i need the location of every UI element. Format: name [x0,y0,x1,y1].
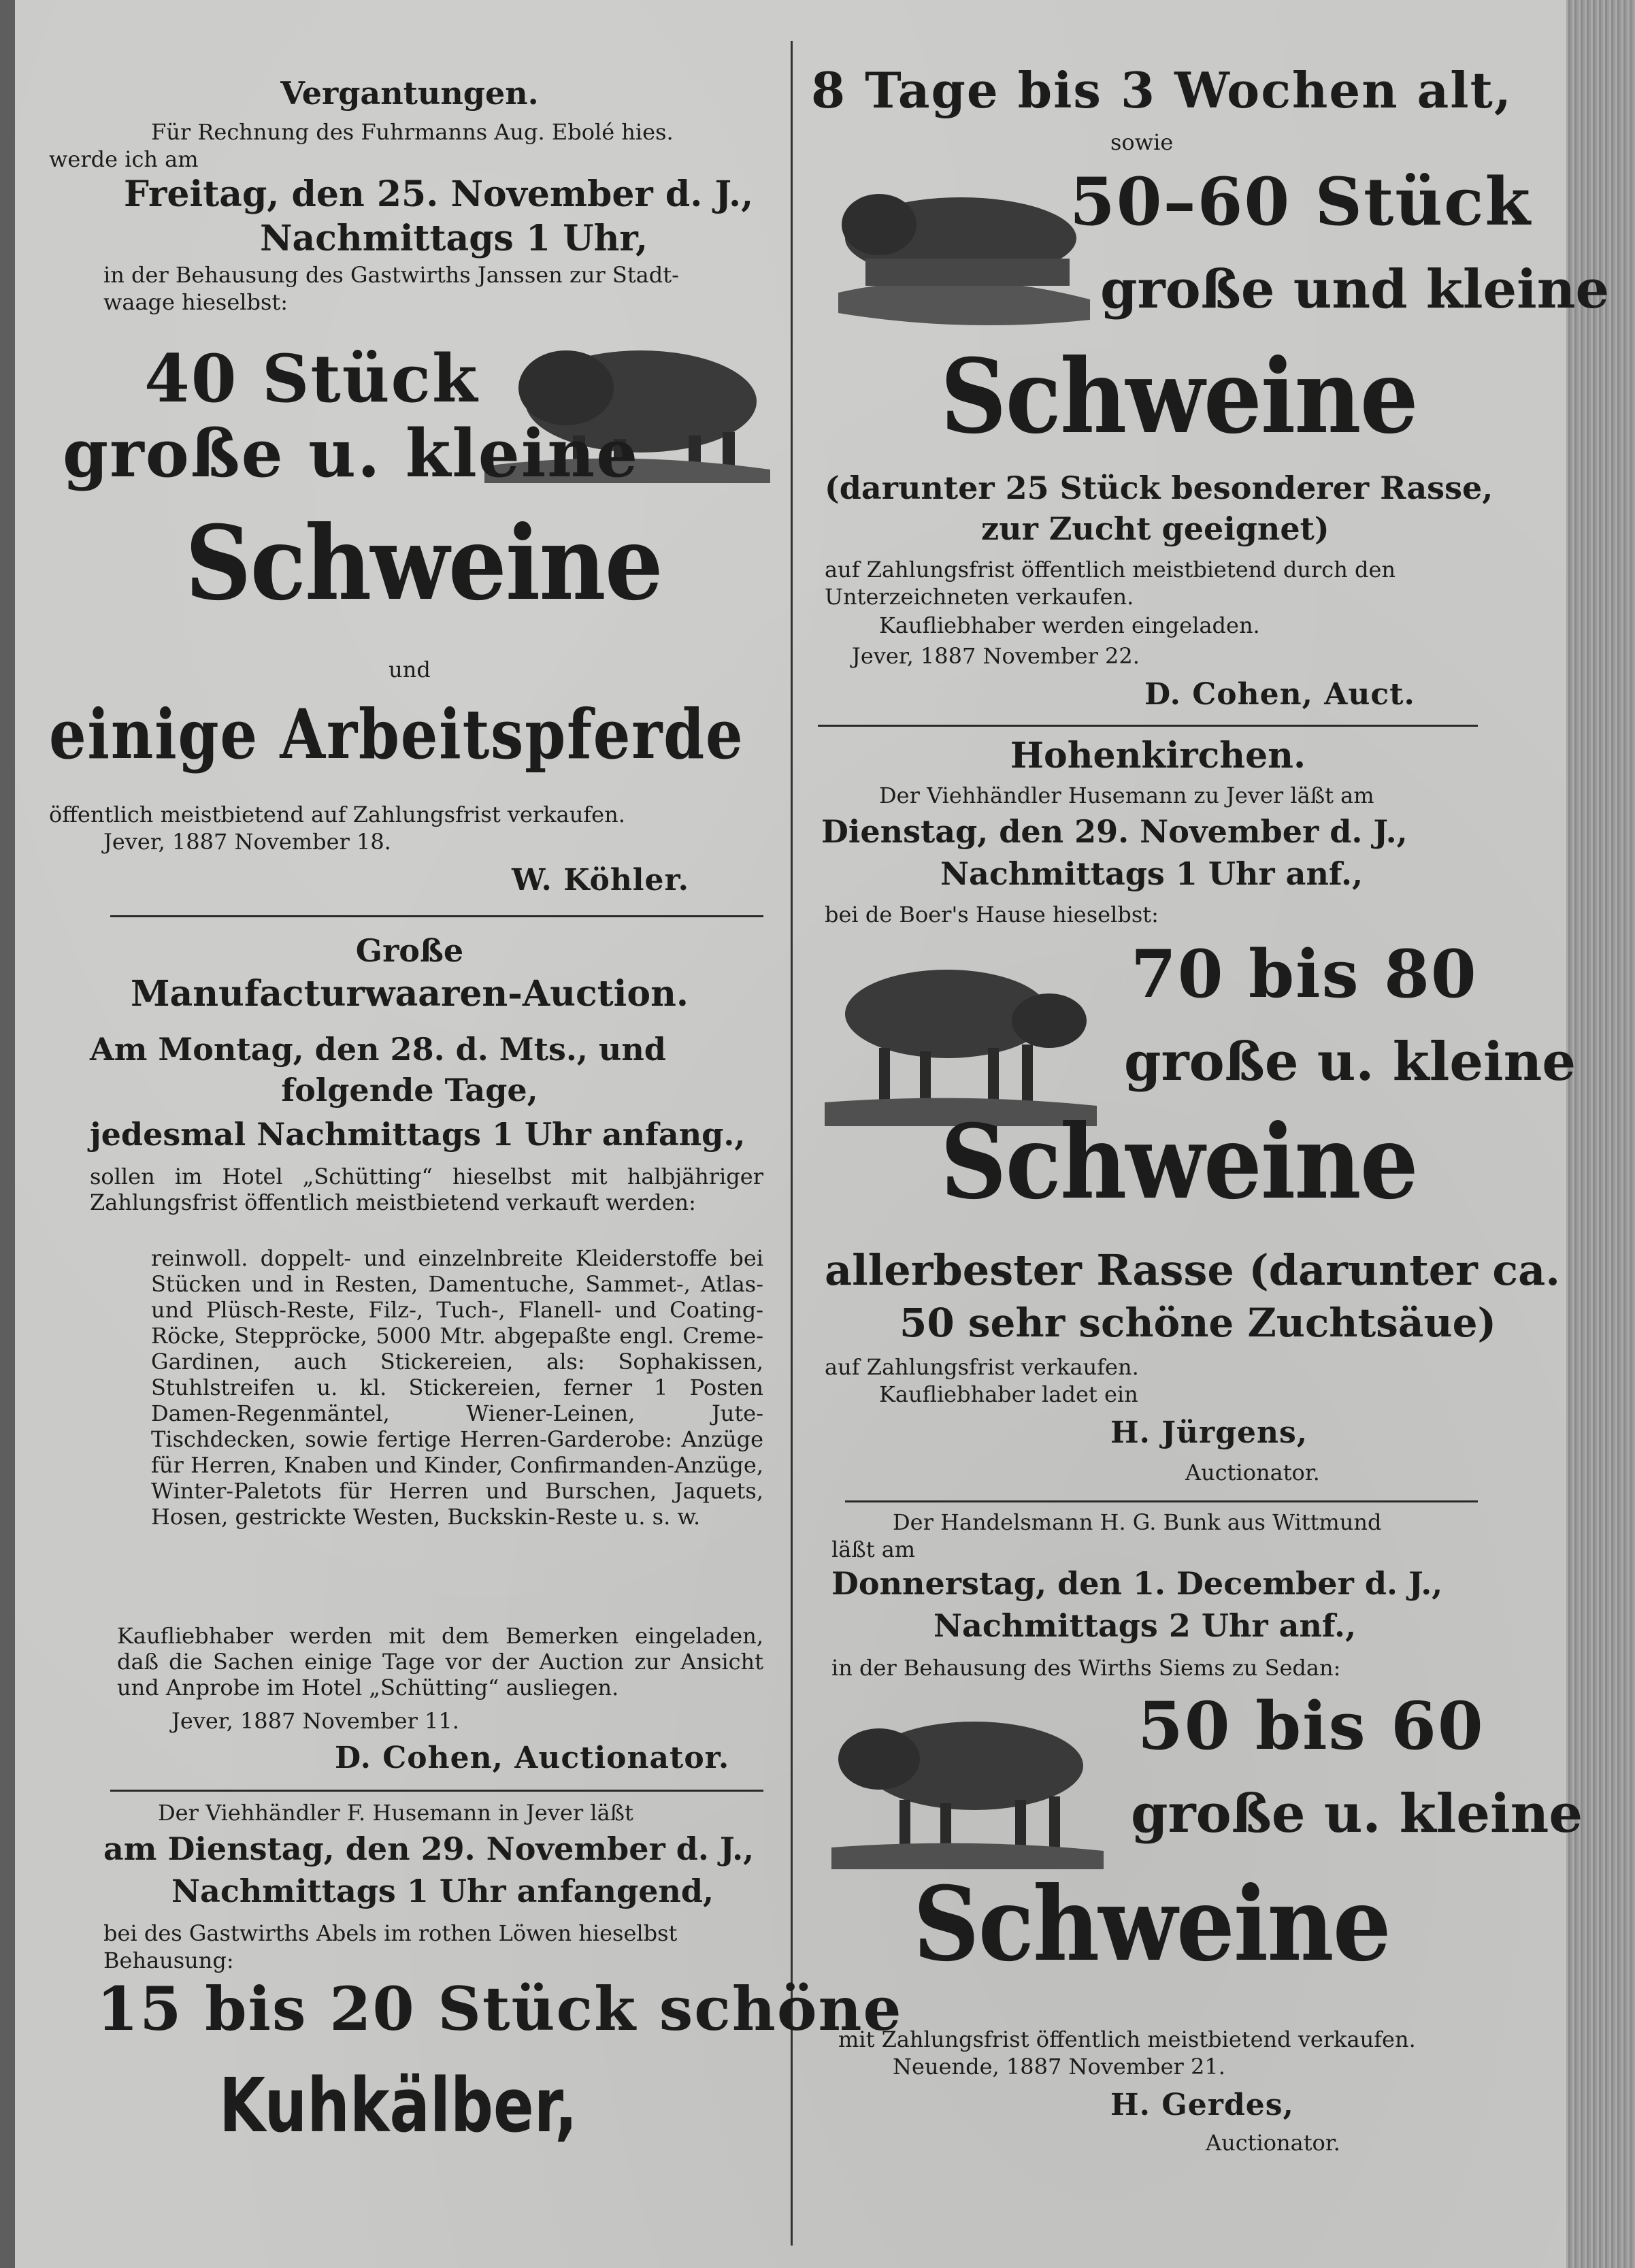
ad-text: werde ich am [49,146,199,172]
ad-time: Nachmittags 1 Uhr anf., [940,855,1364,892]
pig-illustration [831,1691,1104,1875]
ad-signature: W. Köhler. [512,863,689,898]
ad-quantity: 40 Stück [144,340,479,417]
ad-signature: D. Cohen, Auctionator. [335,1741,730,1775]
ad-text: in der Behausung des Gastwirths Janssen zur Stadt- [103,262,679,288]
left-column [49,0,903,2268]
ad-item: Kuhkälber, [219,2062,578,2149]
ad-quantity: 50 bis 60 [1138,1688,1485,1764]
ad-text: Behausung: [103,1947,234,1973]
ad-signature: H. Gerdes, [1110,2088,1294,2122]
ad-text: Der Viehhändler F. Husemann in Jever läßt [158,1800,633,1826]
ad-text: und [389,657,431,683]
ad-text: Für Rechnung des Fuhrmanns Aug. Ebolé hies. [151,119,674,145]
pig-illustration [825,177,1097,333]
ad-size: große u. kleine [63,415,640,492]
ad-quantity: 50–60 Stück [1070,163,1532,240]
ad-text: Kaufliebhaber werden eingeladen. [879,612,1260,638]
ad-role: Auctionator. [1206,2130,1340,2156]
ad-dateline: Jever, 1887 November 22. [852,643,1140,669]
ad-size: große und kleine [1100,259,1610,321]
ad-size: große u. kleine [1124,1031,1576,1093]
newspaper-page [15,0,1610,2268]
ad-size: große u. kleine [1131,1783,1583,1845]
ad-dateline: Neuende, 1887 November 21. [893,2054,1225,2080]
page-stack-edge [1566,0,1635,2268]
ad-item: Schweine [913,1864,1390,1984]
ad-date: am Dienstag, den 29. November d. J., [103,1830,755,1867]
ad-text: Kaufliebhaber ladet ein [879,1381,1138,1407]
ad-time: jedesmal Nachmittags 1 Uhr anfang., [90,1116,746,1153]
ad-text: allerbester Rasse (darunter ca. [825,1245,1560,1295]
right-column [811,0,1610,2268]
ad-heading: Hohenkirchen. [1010,735,1306,776]
ad-text: bei de Boer's Hause hieselbst: [825,902,1159,927]
ad-signature: D. Cohen, Auct. [1144,677,1415,712]
ad-heading: Manufacturwaaren-Auction. [130,973,689,1015]
ad-text: sollen im Hotel „Schütting“ hieselbst mit halbjähriger Zahlungsfrist öffentlich meistbietend verkauft werden: [90,1164,763,1215]
ad-text: läßt am [831,1536,916,1562]
ad-text: Kaufliebhaber werden mit dem Bemerken eingeladen, daß die Sachen einige Tage vor der Auction zur Ansicht und Anprobe im Hotel „Schütting“ ausliegen. [117,1623,763,1700]
ad-role: Auctionator. [1185,1460,1320,1485]
ad-time: Nachmittags 2 Uhr anf., [934,1607,1357,1644]
ad-text: mit Zahlungsfrist öffentlich meistbietend verkaufen. [838,2026,1416,2052]
column-divider [791,41,793,2246]
ad-separator [110,1790,763,1792]
ad-heading: Große [355,932,464,969]
ad-separator [110,915,763,917]
ad-date: Am Montag, den 28. d. Mts., und [90,1031,666,1068]
ad-dateline: Jever, 1887 November 11. [171,1708,459,1734]
ad-text: in der Behausung des Wirths Siems zu Sedan: [831,1655,1341,1681]
ad-quantity: 15 bis 20 Stück schöne [97,1973,903,2044]
ad-date: Dienstag, den 29. November d. J., [821,813,1408,850]
ad-text: Der Viehhändler Husemann zu Jever läßt am [879,783,1374,808]
ad-text: Der Handelsmann H. G. Bunk aus Wittmund [893,1509,1382,1535]
ad-text: Unterzeichneten verkaufen. [825,584,1134,610]
binding-shadow [0,0,15,2268]
ad-text: auf Zahlungsfrist verkaufen. [825,1354,1139,1380]
ad-text: waage hieselbst: [103,289,288,315]
ad-time: Nachmittags 1 Uhr, [260,218,648,259]
ad-date: folgende Tage, [281,1072,538,1108]
ad-text: sowie [1110,129,1174,155]
ad-goods-list: reinwoll. doppelt- und einzelnbreite Kleiderstoffe bei Stücken und in Resten, Damentuche, Sammet-, Atlas- und Plüsch-Reste, Filz-, Tuch-, Flanell- und Coating-Röcke, Steppröcke, 5000 Mtr. abgepaßte engl. Creme-Gardinen, auch Stickereien, als: Sophakissen, Stuhlstreifen u. kl. Stickereien, ferner 1 Posten Damen-Regenmäntel, Wiener-Leinen, Jute-Tischdecken, sowie fertige Herren-Garderobe: Anzüge für Herren, Knaben und Kinder, Confirmanden-Anzüge, Winter-Paletots für Herren und Burschen, Jaquets, Hosen, gestrickte Westen, Buckskin-Reste u. s. w. [151,1245,763,1530]
ad-time: Nachmittags 1 Uhr anfangend, [171,1873,714,1909]
ad-date: Donnerstag, den 1. December d. J., [831,1565,1443,1602]
ad-dateline: Jever, 1887 November 18. [103,829,391,855]
ad-text: 8 Tage bis 3 Wochen alt, [811,61,1513,119]
ad-heading: Vergantungen. [280,75,539,112]
ad-text: öffentlich meistbietend auf Zahlungsfrist verkaufen. [49,802,625,827]
ad-text: bei des Gastwirths Abels im rothen Löwen hieselbst [103,1920,678,1946]
ad-item: Schweine [940,1102,1417,1222]
ad-quantity: 70 bis 80 [1131,936,1478,1013]
ad-text: zur Zucht geeignet) [981,510,1330,547]
ad-date: Freitag, den 25. November d. J., [124,174,754,215]
ad-separator [845,1500,1478,1502]
ad-item: Schweine [940,337,1417,457]
ad-item: einige Arbeitspferde [49,694,744,774]
ad-text: 50 sehr schöne Zuchtsäue) [899,1300,1496,1346]
ad-text: (darunter 25 Stück besonderer Rasse, [825,470,1493,506]
ad-signature: H. Jürgens, [1110,1415,1308,1450]
ad-separator [818,725,1478,727]
ad-text: auf Zahlungsfrist öffentlich meistbietend durch den [825,557,1396,582]
ad-item: Schweine [185,504,662,623]
